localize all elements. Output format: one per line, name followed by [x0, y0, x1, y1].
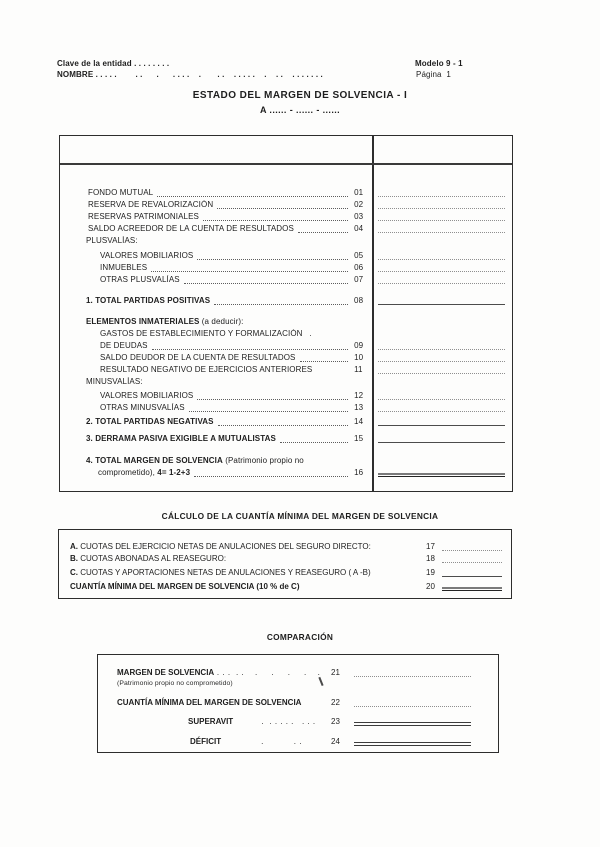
- value-line: [378, 304, 505, 305]
- row-label-suffix: (Patrimonio propio no: [222, 456, 304, 465]
- dot-leader-text: . . .: [261, 737, 302, 746]
- row-label: 2. TOTAL PARTIDAS NEGATIVAS: [86, 417, 214, 426]
- value-line: [354, 676, 471, 677]
- row-code: 21: [331, 668, 340, 677]
- dotted-leader: [300, 361, 349, 362]
- row-code: 02: [354, 200, 364, 209]
- table-row: [60, 391, 511, 401]
- row-code: 15: [354, 434, 364, 443]
- row-code: 20: [426, 582, 435, 591]
- value-line: [378, 473, 505, 477]
- comparacion-title: COMPARACIÓN: [266, 632, 334, 642]
- row-code: 11: [354, 365, 363, 374]
- row-code: 14: [354, 417, 364, 426]
- value-line: [354, 722, 471, 726]
- value-line: [378, 259, 505, 260]
- table-row: [60, 224, 511, 234]
- dotted-leader: [203, 220, 348, 221]
- table-row: [59, 542, 510, 552]
- stray-mark: [318, 677, 323, 686]
- row-label: CUANTÍA MÍNIMA DEL MARGEN DE SOLVENCIA (10 % de C): [70, 582, 300, 591]
- row-prefix: B.: [70, 554, 78, 563]
- row-code: 23: [331, 717, 340, 726]
- table-row: [59, 568, 510, 578]
- table-row: [60, 341, 511, 351]
- row-code: 10: [354, 353, 364, 362]
- value-line: [378, 196, 505, 197]
- page-number: Página 1: [416, 70, 451, 79]
- row-label: comprometido),: [98, 468, 158, 477]
- row-label: 4. TOTAL MARGEN DE SOLVENCIA: [86, 456, 223, 465]
- table-row: [60, 434, 511, 444]
- table-row: [98, 668, 497, 678]
- calculo-section-title: CÁLCULO DE LA CUANTÍA MÍNIMA DEL MARGEN DE SOLVENCIA: [161, 511, 439, 521]
- dotted-leader: [217, 208, 348, 209]
- row-label: VALORES MOBILIARIOS: [100, 251, 194, 260]
- table-row: [60, 200, 511, 210]
- table-row: [60, 317, 511, 327]
- row-label: DÉFICIT: [190, 737, 222, 746]
- value-line: [378, 232, 505, 233]
- value-line: [378, 411, 505, 412]
- table-row: [98, 717, 497, 727]
- dotted-leader: [189, 411, 348, 412]
- row-label: CUOTAS Y APORTACIONES NETAS DE ANULACIONES Y REASEGURO ( A -B): [78, 568, 371, 577]
- dotted-leader: [157, 196, 348, 197]
- table-row: [60, 417, 511, 427]
- row-label: CUANTÍA MÍNIMA DEL MARGEN DE SOLVENCIA: [117, 698, 302, 707]
- value-line: [378, 220, 505, 221]
- dotted-leader: [194, 476, 348, 477]
- row-label: 3. DERRAMA PASIVA EXIGIBLE A MUTUALISTAS: [86, 434, 276, 443]
- table-row: [60, 456, 511, 466]
- table-row: [60, 212, 511, 222]
- row-label: VALORES MOBILIARIOS: [100, 391, 194, 400]
- dotted-leader: [152, 349, 349, 350]
- row-code: 06: [354, 263, 364, 272]
- margin-subnote: (Patrimonio propio no comprometido): [117, 680, 233, 687]
- entity-name-label: NOMBRE . . . . . . . . . . . . . . . . . . . . . . . . . . . . . .: [57, 70, 323, 79]
- row-code: 12: [354, 391, 364, 400]
- row-code: 16: [354, 468, 364, 477]
- table-row: [60, 188, 511, 198]
- row-label: MINUSVALÍAS:: [86, 377, 143, 386]
- row-code: 24: [331, 737, 340, 746]
- table-row: [60, 236, 511, 246]
- row-prefix: A.: [70, 542, 78, 551]
- value-line: [378, 442, 505, 443]
- value-line: [378, 361, 505, 362]
- row-label-suffix: (a deducir):: [199, 317, 244, 326]
- value-line: [354, 742, 471, 746]
- row-label: OTRAS PLUSVALÍAS: [100, 275, 180, 284]
- row-label: MARGEN DE SOLVENCIA: [117, 668, 215, 677]
- value-line: [378, 399, 505, 400]
- table-row: [59, 554, 510, 564]
- dot-leader-text: . . . . . . . . .: [261, 717, 316, 726]
- dotted-leader: [197, 399, 348, 400]
- value-line: [442, 587, 502, 591]
- row-label: RESERVAS PATRIMONIALES: [88, 212, 199, 221]
- dotted-leader: [298, 232, 348, 233]
- table-row: [60, 365, 511, 375]
- value-line: [442, 550, 502, 551]
- dotted-leader: [151, 271, 348, 272]
- row-code: 01: [354, 188, 364, 197]
- row-prefix: C.: [70, 568, 78, 577]
- row-label: PLUSVALÍAS:: [86, 236, 138, 245]
- row-code: 22: [331, 698, 340, 707]
- value-line: [442, 576, 502, 577]
- table-header-rule: [60, 163, 512, 165]
- table-row: [98, 737, 497, 747]
- value-line: [378, 283, 505, 284]
- table-row: [60, 468, 511, 478]
- row-label-suffix: 4= 1-2+3: [157, 468, 191, 477]
- table-row: [60, 263, 511, 273]
- value-line: [378, 271, 505, 272]
- comparacion-box: [97, 654, 499, 753]
- row-label: SUPERAVIT: [188, 717, 234, 726]
- table-row: [98, 698, 497, 708]
- model-number: Modelo 9 - 1: [415, 59, 463, 68]
- value-line: [378, 373, 505, 374]
- row-label: INMUEBLES: [100, 263, 148, 272]
- row-code: 13: [354, 403, 364, 412]
- row-code: 05: [354, 251, 364, 260]
- form-date-line: A ...... - ...... - ......: [259, 105, 341, 115]
- table-row: [59, 582, 510, 592]
- value-line: [378, 208, 505, 209]
- row-code: 08: [354, 296, 364, 305]
- dotted-leader: [218, 425, 348, 426]
- row-label: CUOTAS DEL EJERCICIO NETAS DE ANULACIONES DEL SEGURO DIRECTO:: [78, 542, 371, 551]
- row-label: RESERVA DE REVALORIZACIÓN: [88, 200, 214, 209]
- table-row: [60, 296, 511, 306]
- dotted-leader: [280, 442, 348, 443]
- value-line: [378, 425, 505, 426]
- row-code: 19: [426, 568, 435, 577]
- table-row: [60, 403, 511, 413]
- solvency-table: [59, 135, 513, 492]
- dotted-leader: [214, 304, 348, 305]
- row-label: CUOTAS ABONADAS AL REASEGURO:: [78, 554, 227, 563]
- row-label: RESULTADO NEGATIVO DE EJERCICIOS ANTERIORES: [100, 365, 313, 374]
- row-code: 18: [426, 554, 435, 563]
- row-code: 07: [354, 275, 364, 284]
- row-label: DE DEUDAS: [100, 341, 148, 350]
- row-label: GASTOS DE ESTABLECIMIENTO Y FORMALIZACIÓN .: [100, 329, 312, 338]
- table-row: [60, 377, 511, 387]
- calculo-box: [58, 529, 512, 599]
- table-row: [60, 251, 511, 261]
- entity-key-label: Clave de la entidad . . . . . . . .: [57, 59, 170, 68]
- value-line: [354, 706, 471, 707]
- value-line: [378, 349, 505, 350]
- row-label: SALDO ACREEDOR DE LA CUENTA DE RESULTADOS: [88, 224, 294, 233]
- row-code: 17: [426, 542, 435, 551]
- row-code: 03: [354, 212, 364, 221]
- row-label: SALDO DEUDOR DE LA CUENTA DE RESULTADOS: [100, 353, 296, 362]
- form-title: ESTADO DEL MARGEN DE SOLVENCIA - I: [192, 90, 408, 101]
- dotted-leader: [197, 259, 348, 260]
- table-row: [60, 353, 511, 363]
- table-row: [60, 329, 511, 339]
- row-label: FONDO MUTUAL: [88, 188, 154, 197]
- row-label: 1. TOTAL PARTIDAS POSITIVAS: [86, 296, 211, 305]
- dotted-leader: [184, 283, 348, 284]
- row-label: OTRAS MINUSVALÍAS: [100, 403, 185, 412]
- row-label: ELEMENTOS INMATERIALES: [86, 317, 200, 326]
- row-code: 04: [354, 224, 364, 233]
- value-line: [442, 562, 502, 563]
- row-code: 09: [354, 341, 364, 350]
- dot-leader-text: . . . . . . . . . .: [214, 668, 321, 677]
- table-row: [60, 275, 511, 285]
